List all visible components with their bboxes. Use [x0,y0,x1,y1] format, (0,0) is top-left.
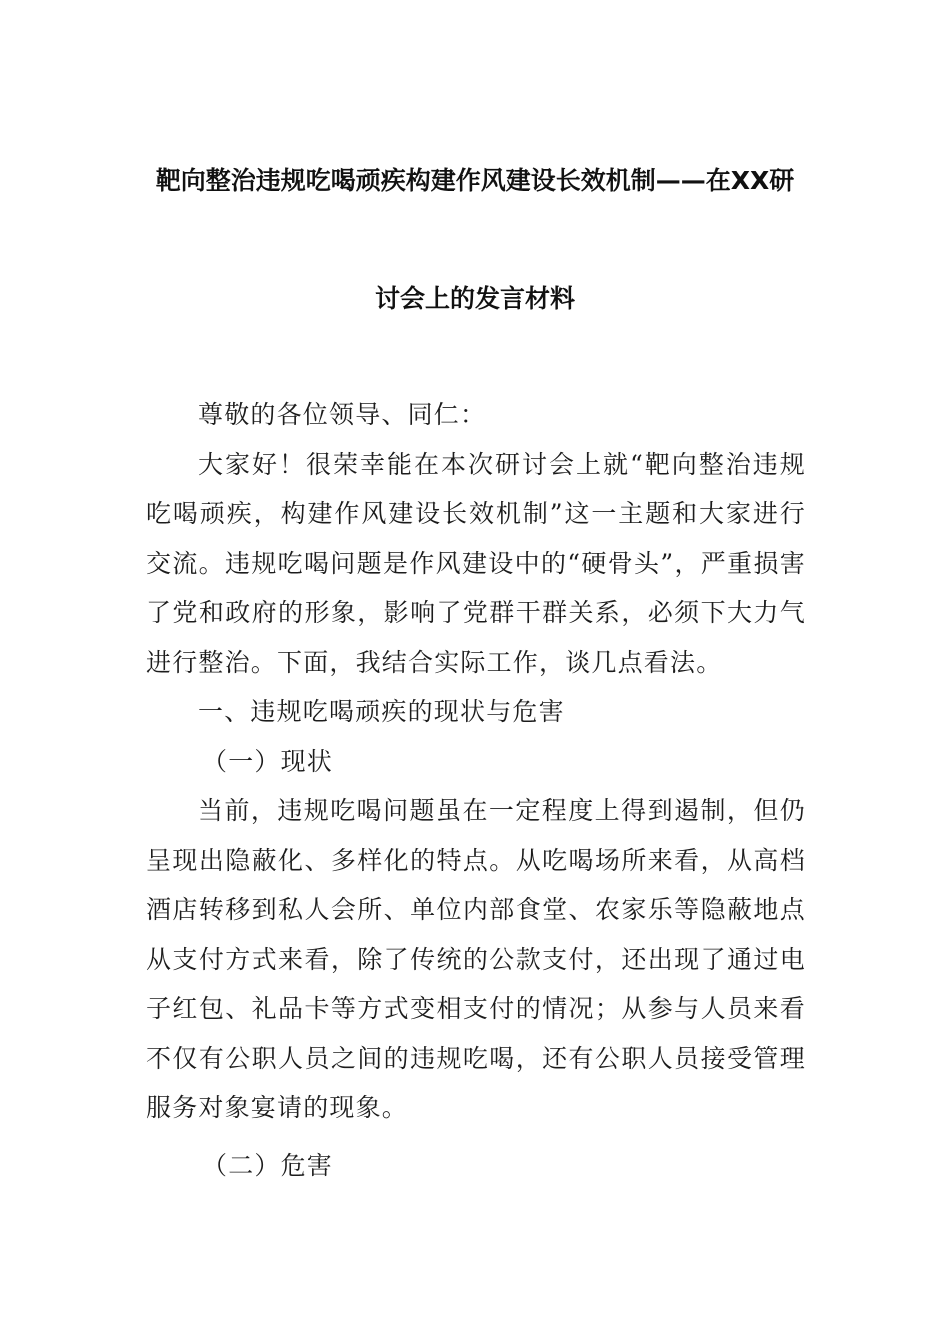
section-1-heading: 一、违规吃喝顽疾的现状与危害 [198,697,565,726]
intro-paragraph: 大家好！很荣幸能在本次研讨会上就“靶向整治违规吃喝顽疾，构建作风建设长效机制”这一主题和大家进行交流。违规吃喝问题是作风建设中的“硬骨头”，严重损害了党和政府的形象，影响了党群干群关系，必须下大力气进行整治。下面，我结合实际工作，谈几点看法。 [146,449,806,677]
subsection-1-paragraph: 当前，违规吃喝问题虽在一定程度上得到遏制，但仍呈现出隐蔽化、多样化的特点。从吃喝场所来看，从高档酒店转移到私人会所、单位内部食堂、农家乐等隐蔽地点从支付方式来看，除了传统的公款支付，还出现了通过电子红包、礼品卡等方式变相支付的情况；从参与人员来看不仅有公职人员之间的违规吃喝，还有公职人员接受管理服务对象宴请的现象。 [146,796,806,1122]
subsection-1-heading: （一）现状 [202,746,334,776]
document-body [146,390,806,1190]
subsection-2-heading: （二）危害 [202,1150,334,1180]
document-title-line-1: 靶向整治违规吃喝顽疾构建作风建设长效机制——在XX研 [155,166,795,195]
salutation: 尊敬的各位领导、同仁： [198,400,487,429]
document-title-line-2: 讨会上的发言材料 [374,284,575,313]
